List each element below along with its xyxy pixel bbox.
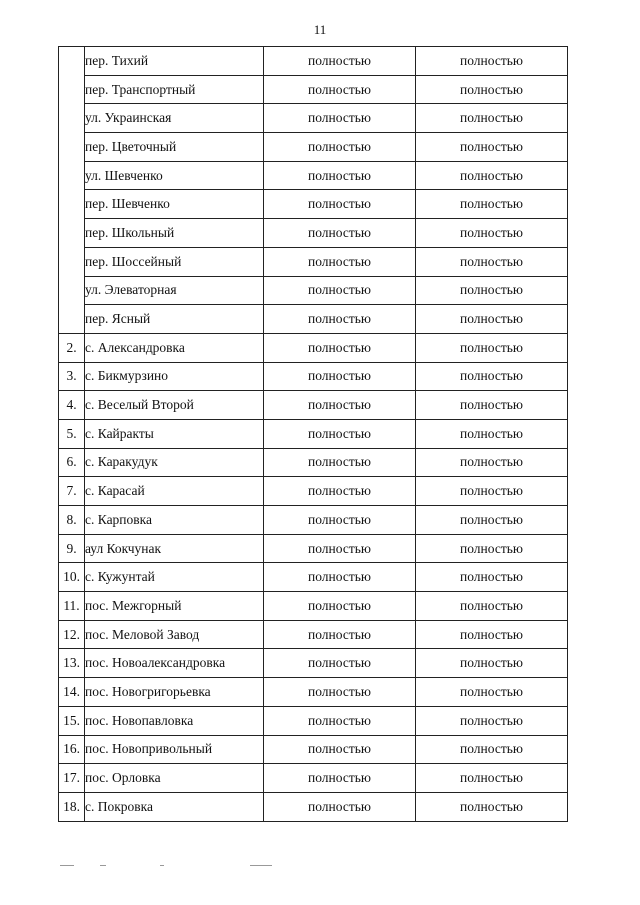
coverage-cell-1: полностью bbox=[264, 362, 416, 391]
row-number: 12. bbox=[59, 620, 85, 649]
table-row bbox=[59, 506, 568, 535]
table-row bbox=[59, 563, 568, 592]
coverage-cell-1: полностью bbox=[264, 333, 416, 362]
coverage-cell-1: полностью bbox=[264, 276, 416, 305]
settlement-name: с. Каракудук bbox=[85, 448, 264, 477]
settlement-name: пер. Ясный bbox=[85, 305, 264, 334]
settlement-name: ул. Шевченко bbox=[85, 161, 264, 190]
settlement-name: пер. Шевченко bbox=[85, 190, 264, 219]
settlement-name: ул. Элеваторная bbox=[85, 276, 264, 305]
settlement-name: с. Кайракты bbox=[85, 419, 264, 448]
scan-artifact-marks bbox=[60, 865, 580, 871]
row-number bbox=[59, 104, 85, 133]
coverage-cell-2: полностью bbox=[416, 506, 568, 535]
coverage-cell-2: полностью bbox=[416, 620, 568, 649]
coverage-cell-2: полностью bbox=[416, 477, 568, 506]
coverage-cell-2: полностью bbox=[416, 47, 568, 76]
table-row bbox=[59, 247, 568, 276]
coverage-cell-1: полностью bbox=[264, 592, 416, 621]
coverage-cell-1: полностью bbox=[264, 563, 416, 592]
row-number bbox=[59, 133, 85, 162]
row-number: 16. bbox=[59, 735, 85, 764]
table-row bbox=[59, 592, 568, 621]
table-row bbox=[59, 133, 568, 162]
row-number: 4. bbox=[59, 391, 85, 420]
settlement-name: ул. Украинская bbox=[85, 104, 264, 133]
coverage-cell-1: полностью bbox=[264, 133, 416, 162]
settlement-name: с. Александровка bbox=[85, 333, 264, 362]
row-number: 18. bbox=[59, 792, 85, 821]
row-number bbox=[59, 47, 85, 76]
row-number: 2. bbox=[59, 333, 85, 362]
settlement-name: пер. Транспортный bbox=[85, 75, 264, 104]
coverage-cell-2: полностью bbox=[416, 362, 568, 391]
table-row bbox=[59, 419, 568, 448]
coverage-cell-2: полностью bbox=[416, 448, 568, 477]
table-row bbox=[59, 305, 568, 334]
row-number: 5. bbox=[59, 419, 85, 448]
table-row bbox=[59, 47, 568, 76]
coverage-cell-1: полностью bbox=[264, 678, 416, 707]
coverage-cell-1: полностью bbox=[264, 190, 416, 219]
coverage-cell-1: полностью bbox=[264, 219, 416, 248]
table-row bbox=[59, 391, 568, 420]
coverage-cell-2: полностью bbox=[416, 161, 568, 190]
coverage-cell-2: полностью bbox=[416, 534, 568, 563]
coverage-cell-2: полностью bbox=[416, 419, 568, 448]
row-number bbox=[59, 190, 85, 219]
row-number: 14. bbox=[59, 678, 85, 707]
table-row bbox=[59, 649, 568, 678]
table-row bbox=[59, 276, 568, 305]
coverage-cell-2: полностью bbox=[416, 333, 568, 362]
row-number bbox=[59, 75, 85, 104]
row-number: 11. bbox=[59, 592, 85, 621]
coverage-cell-1: полностью bbox=[264, 534, 416, 563]
coverage-cell-2: полностью bbox=[416, 706, 568, 735]
coverage-cell-2: полностью bbox=[416, 592, 568, 621]
table-row bbox=[59, 534, 568, 563]
coverage-cell-2: полностью bbox=[416, 276, 568, 305]
table-row bbox=[59, 792, 568, 821]
table-row bbox=[59, 362, 568, 391]
coverage-cell-1: полностью bbox=[264, 419, 416, 448]
coverage-cell-1: полностью bbox=[264, 706, 416, 735]
settlement-name: с. Веселый Второй bbox=[85, 391, 264, 420]
table-row bbox=[59, 735, 568, 764]
coverage-cell-1: полностью bbox=[264, 247, 416, 276]
row-number: 17. bbox=[59, 764, 85, 793]
settlement-name: пер. Школьный bbox=[85, 219, 264, 248]
table-row bbox=[59, 75, 568, 104]
settlement-name: пос. Орловка bbox=[85, 764, 264, 793]
coverage-cell-2: полностью bbox=[416, 391, 568, 420]
coverage-cell-1: полностью bbox=[264, 305, 416, 334]
settlement-name: пос. Новоалександровка bbox=[85, 649, 264, 678]
row-number: 15. bbox=[59, 706, 85, 735]
coverage-cell-2: полностью bbox=[416, 792, 568, 821]
settlement-name: пос. Новопривольный bbox=[85, 735, 264, 764]
settlement-name: с. Бикмурзино bbox=[85, 362, 264, 391]
page-number: 11 bbox=[313, 22, 327, 37]
settlement-name: пос. Межгорный bbox=[85, 592, 264, 621]
coverage-cell-1: полностью bbox=[264, 161, 416, 190]
coverage-cell-1: полностью bbox=[264, 620, 416, 649]
settlement-name: с. Карповка bbox=[85, 506, 264, 535]
coverage-cell-1: полностью bbox=[264, 47, 416, 76]
settlement-name: пер. Шоссейный bbox=[85, 247, 264, 276]
settlement-name: с. Покровка bbox=[85, 792, 264, 821]
settlement-name: пос. Меловой Завод bbox=[85, 620, 264, 649]
coverage-cell-1: полностью bbox=[264, 477, 416, 506]
table-row bbox=[59, 219, 568, 248]
coverage-cell-1: полностью bbox=[264, 75, 416, 104]
settlement-name: с. Кужунтай bbox=[85, 563, 264, 592]
settlement-name: пер. Цветочный bbox=[85, 133, 264, 162]
coverage-cell-1: полностью bbox=[264, 764, 416, 793]
coverage-cell-1: полностью bbox=[264, 391, 416, 420]
table-row bbox=[59, 448, 568, 477]
coverage-cell-1: полностью bbox=[264, 448, 416, 477]
settlement-name: аул Кокчунак bbox=[85, 534, 264, 563]
coverage-cell-1: полностью bbox=[264, 792, 416, 821]
settlements-table bbox=[58, 46, 568, 822]
coverage-cell-2: полностью bbox=[416, 735, 568, 764]
table-body bbox=[59, 47, 568, 822]
settlement-name: пос. Новогригорьевка bbox=[85, 678, 264, 707]
coverage-cell-2: полностью bbox=[416, 247, 568, 276]
coverage-cell-2: полностью bbox=[416, 563, 568, 592]
coverage-cell-2: полностью bbox=[416, 219, 568, 248]
coverage-cell-2: полностью bbox=[416, 133, 568, 162]
table-row bbox=[59, 190, 568, 219]
coverage-cell-2: полностью bbox=[416, 649, 568, 678]
coverage-cell-2: полностью bbox=[416, 678, 568, 707]
settlement-name: пос. Новопавловка bbox=[85, 706, 264, 735]
row-number: 10. bbox=[59, 563, 85, 592]
coverage-cell-1: полностью bbox=[264, 735, 416, 764]
row-number bbox=[59, 161, 85, 190]
coverage-cell-2: полностью bbox=[416, 190, 568, 219]
coverage-cell-2: полностью bbox=[416, 75, 568, 104]
table-row bbox=[59, 678, 568, 707]
table-row bbox=[59, 706, 568, 735]
coverage-cell-1: полностью bbox=[264, 104, 416, 133]
row-number bbox=[59, 276, 85, 305]
row-number: 9. bbox=[59, 534, 85, 563]
table-row bbox=[59, 161, 568, 190]
row-number: 13. bbox=[59, 649, 85, 678]
coverage-cell-2: полностью bbox=[416, 305, 568, 334]
settlement-name: пер. Тихий bbox=[85, 47, 264, 76]
table-row bbox=[59, 477, 568, 506]
row-number: 8. bbox=[59, 506, 85, 535]
table-row bbox=[59, 764, 568, 793]
coverage-cell-1: полностью bbox=[264, 649, 416, 678]
coverage-cell-2: полностью bbox=[416, 104, 568, 133]
row-number: 6. bbox=[59, 448, 85, 477]
settlement-name: с. Карасай bbox=[85, 477, 264, 506]
coverage-cell-2: полностью bbox=[416, 764, 568, 793]
table-row bbox=[59, 104, 568, 133]
row-number: 3. bbox=[59, 362, 85, 391]
table-row bbox=[59, 333, 568, 362]
coverage-cell-1: полностью bbox=[264, 506, 416, 535]
row-number bbox=[59, 305, 85, 334]
row-number: 7. bbox=[59, 477, 85, 506]
row-number bbox=[59, 219, 85, 248]
table-row bbox=[59, 620, 568, 649]
row-number bbox=[59, 247, 85, 276]
